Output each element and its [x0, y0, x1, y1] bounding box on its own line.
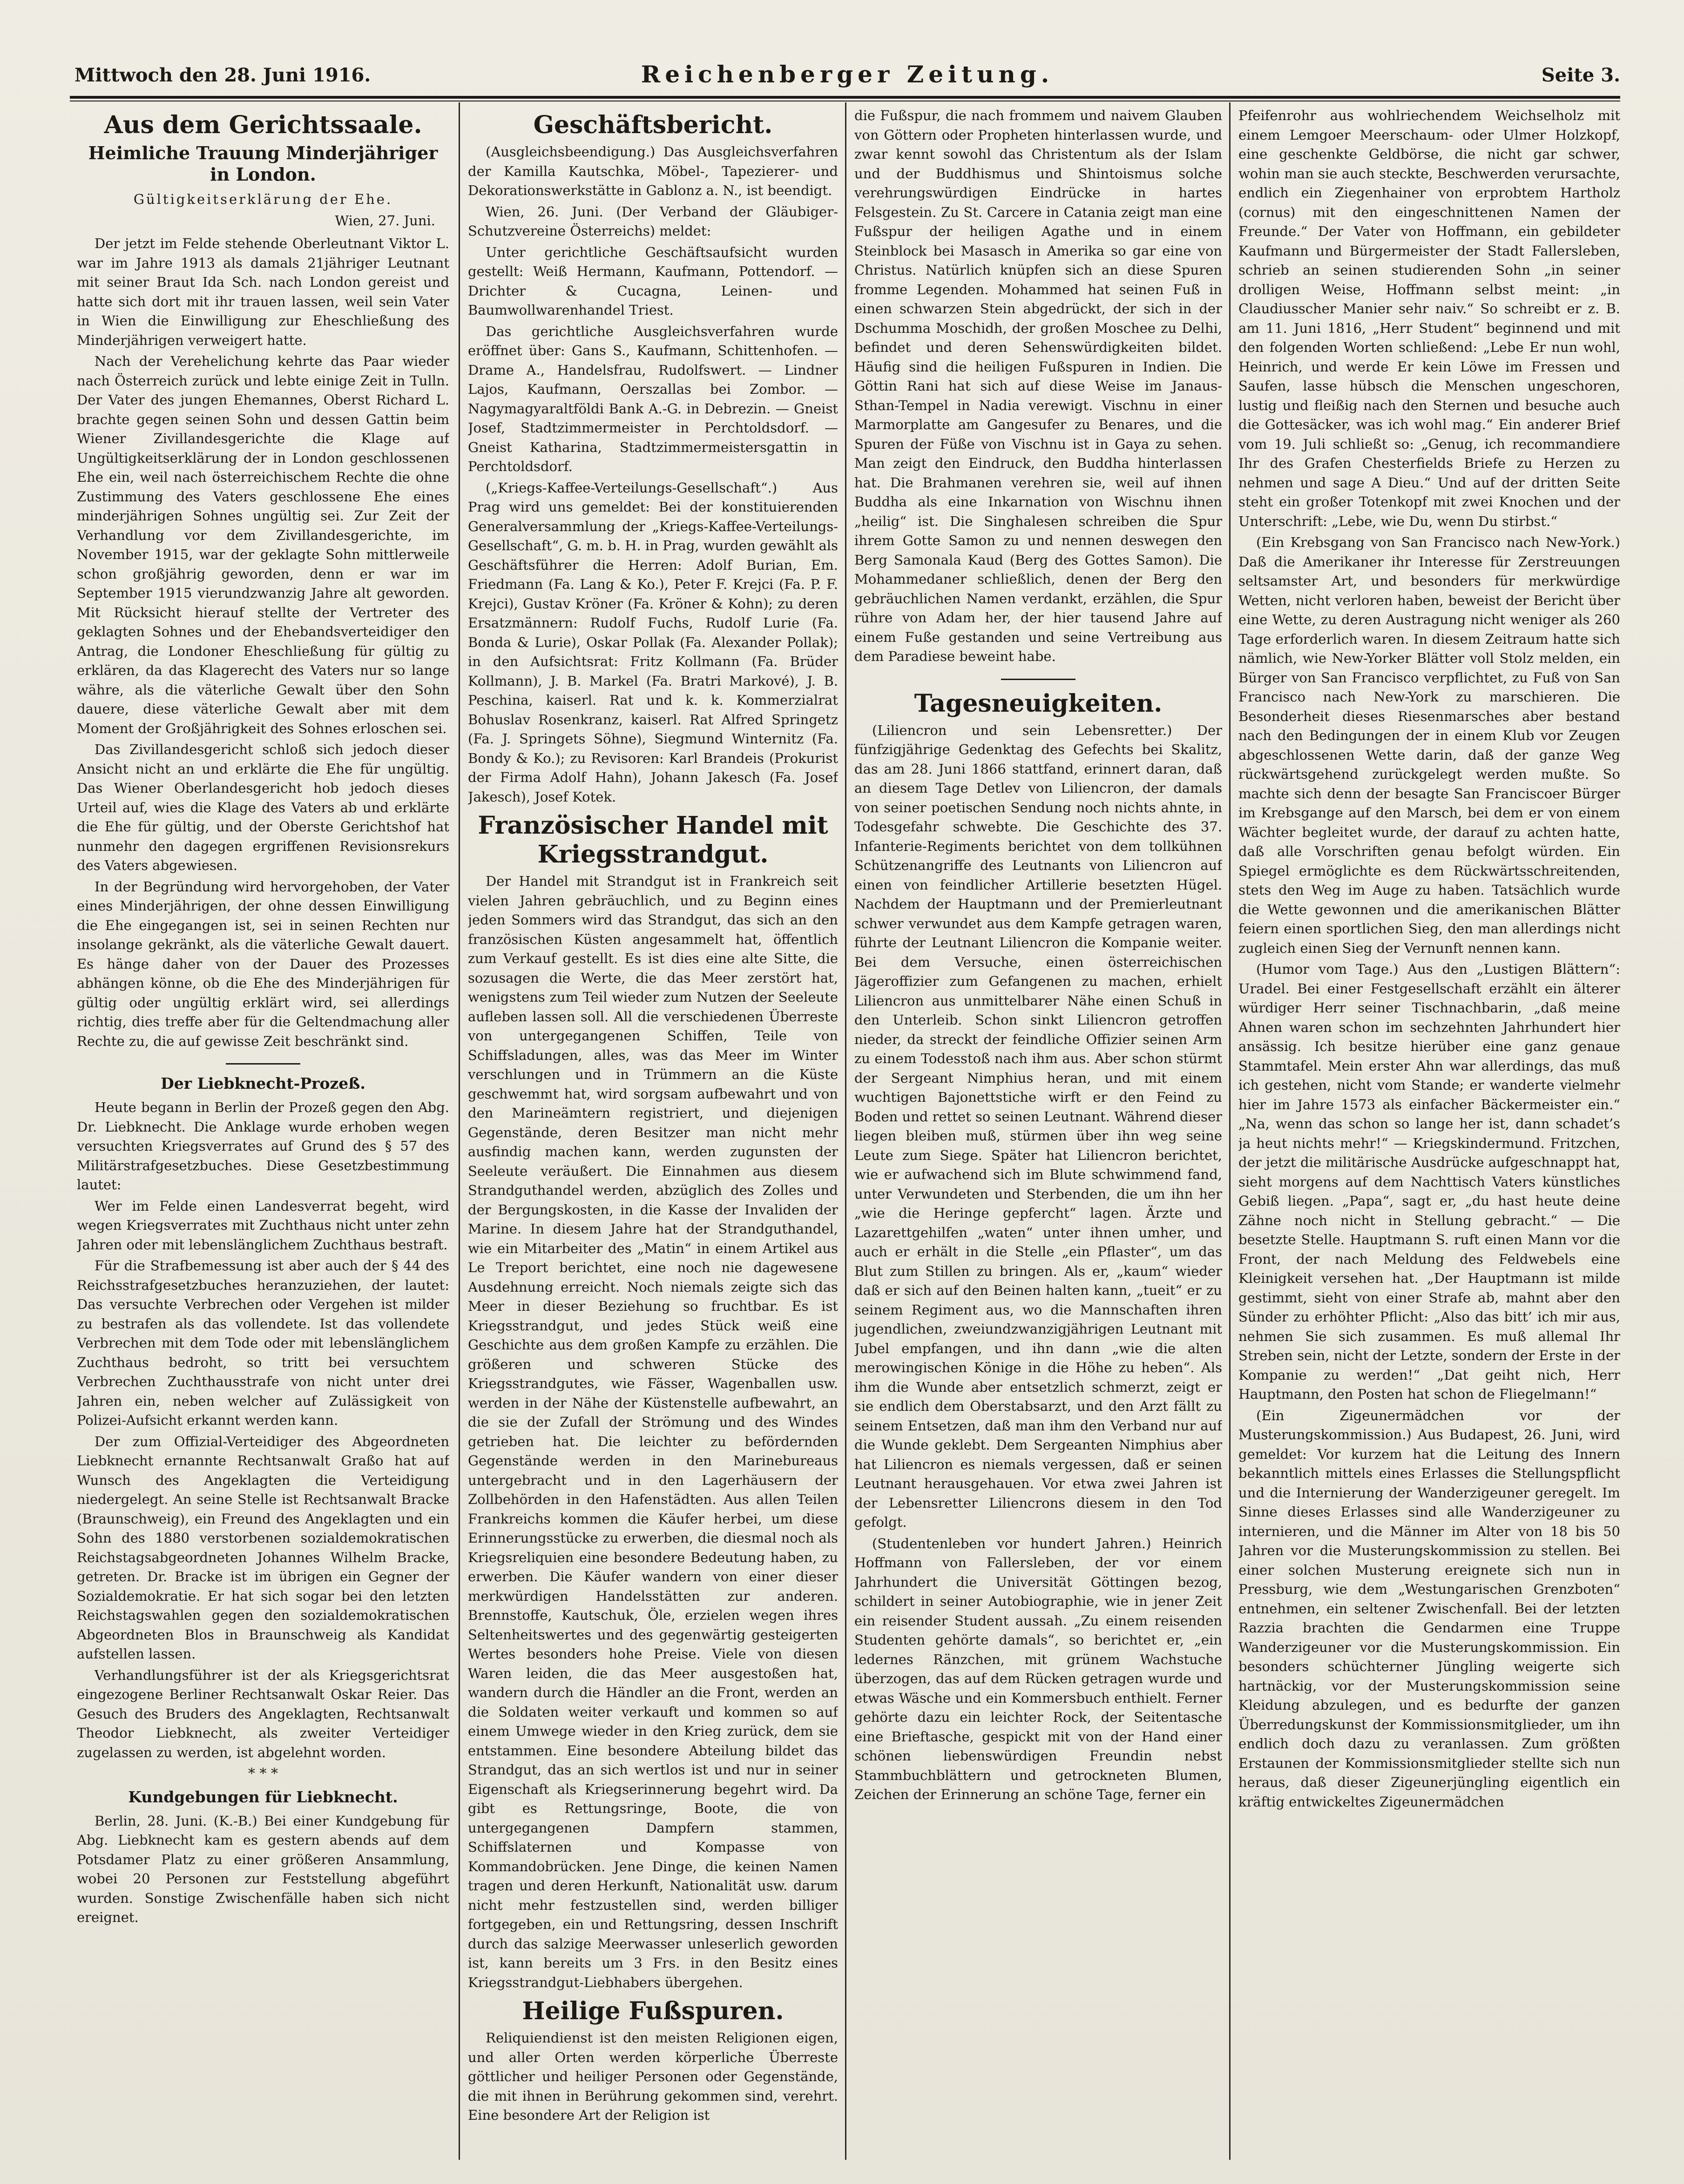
- article-paragraph: Unter gerichtliche Geschäftsaufsicht wurden gestellt: Weiß Hermann, Kaufmann, Pottendorf. — Drichter & Cucagna, Leinen- und Baumwollwarenhandel Triest.: [468, 244, 838, 318]
- article-paragraph: Heute begann in Berlin der Prozeß gegen den Abg. Dr. Liebknecht. Die Anklage wurde erhoben wegen versuchten Kriegsverrates auf Grund des § 57 des Militärstrafgesetzbuches. Diese Gesetzbestimmung lautet:: [77, 1099, 449, 1193]
- article-paragraph: Das gerichtliche Ausgleichsverfahren wurde eröffnet über: Gans S., Kaufmann, Schittenhofen. — Drame A., Handelsfrau, Rudolfswert. — Lindner Lajos, Kaufmann, Oerszallas bei Zombor. — Nagymagyaraltföldi Bank A.-G. in Debrezin. — Gneist Josef, Stadtzimmermeister in Perchtoldsdorf. — Gneist Katharina, Stadtzimmermeistersgattin in Perchtoldsdorf.: [468, 323, 838, 474]
- article-headline: Aus dem Gerichtssaale.: [104, 111, 422, 139]
- article-paragraph: (Ausgleichsbeendigung.) Das Ausgleichsverfahren der Kamilla Kautschka, Möbel-, Tapezierer- und Dekorationswerkstätte in Gablonz a. N., ist beendigt.: [468, 144, 838, 198]
- article-paragraph: (Ein Krebsgang von San Francisco nach New-York.) Daß die Amerikaner ihr Interesse für Zerstreuungen seltsamster Art, und besonders für merkwürdige Wetten, nicht verloren haben, beweist der Bericht über eine Wette, zu deren Austragung nicht weniger als 260 Tage erforderlich waren. In diesem Zeitraum hatte sich nämlich, wie New-Yorker Blätter voll Stolz melden, ein Bürger von San Francisco verpflichtet, zu Fuß von San Francisco nach New-York zu marschieren. Die Besonderheit dieses Riesenmarsches aber bestand nach den Bedingungen der in einem Klub vor Zeugen abgeschlossenen Wette darin, daß der ganze Weg rückwärtsgehend zurückgelegt werden mußte. So machte sich denn der besagte San Franciscoer Bürger im Krebsgange auf den Marsch, bei dem er von einem Wächter begleitet wurde, der darauf zu achten hatte, daß alle Vorschriften genau befolgt würden. Ein Spiegel ermöglichte es dem Rückwärtsschreitenden, stets den Weg im Auge zu haben. Tatsächlich wurde die Wette gewonnen und die amerikanischen Blätter feiern einen sportlichen Sieg, den man allerdings nicht zugleich einen Sieg der Vernunft nennen kann.: [1238, 534, 1620, 956]
- article-paragraph: Wien, 26. Juni. (Der Verband der Gläubiger-Schutzvereine Österreichs) meldet:: [468, 203, 838, 239]
- article-paragraph: Verhandlungsführer ist der als Kriegsgerichtsrat eingezogene Berliner Rechtsanwalt Oskar Reier. Das Gesuch des Bruders des Angeklagten, Rechtsanwalt Theodor Liebknecht, als zweiter Verteidiger zugelassen zu werden, ist abgelehnt worden.: [77, 1667, 449, 1760]
- article-paragraph: (Ein Zigeunermädchen vor der Musterungskommission.) Aus Budapest, 26. Juni, wird gemeldet: Vor kurzem hat die Leitung des Innern bekanntlich mittels eines Erlasses die Stellungspflicht und die Internierung der Wanderzigeuner geregelt. Im Sinne dieses Erlasses sind alle Wanderzigeuner zu internieren, und die Männer im Alter von 18 bis 50 Jahren vor die Musterungskommission zu stellen. Bei einer solchen Musterung ereignete sich nun in Pressburg, wie dem „Westungarischen Grenzboten“ entnehmen, ein seltener Zwischenfall. Bei der letzten Razzia brachten die Gendarmen eine Truppe Wanderzigeuner vor die Musterungskommission. Ein besonders schüchterner Jüngling weigerte sich hartnäckig, vor der Musterungskommission seine Kleidung abzulegen, und es bedurfte der ganzen Überredungskunst der Kommissionsmitglieder, um ihn endlich doch dazu zu veranlassen. Zum größten Erstaunen der Kommissionsmitglieder stellte sich nun heraus, daß dieser Zigeunerjüngling eigentlich ein kräftig entwickeltes Zigeunermädchen: [1238, 1407, 1620, 1810]
- article-paragraph: („Kriegs-Kaffee-Verteilungs-Gesellschaft“.) Aus Prag wird uns gemeldet: Bei der konstituierenden Generalversammlung der „Kriegs-Kaffee-Verteilungs-Gesellschaft“, G. m. b. H. in Prag, wurden gewählt als Geschäftsführer die Herren: Adolf Burian, Em. Friedmann (Fa. Lang & Ko.), Peter F. Krejci (Fa. P. F. Krejci), Gustav Kröner (Fa. Kröner & Kohn); zu deren Ersatzmännern: Rudolf Fuchs, Rudolf Lurie (Fa. Bonda & Lurie), Oskar Pollak (Fa. Alexander Pollak); in den Aufsichtsrat: Fritz Kollmann (Fa. Brüder Kollmann), J. B. Markel (Fa. Bratri Markové), J. B. Peschina, kaiserl. Rat und k. k. Kommerzialrat Bohuslav Rosenkranz, kaiserl. Rat Alfred Springetz (Fa. J. Springets Söhne), Siegmund Winternitz (Fa. Bondy & Ko.); zu Revisoren: Karl Brandeis (Prokurist der Firma Adolf Hahn), Johann Jakesch (Fa. Josef Jakesch), Josef Kotek.: [468, 479, 838, 805]
- article-paragraph: (Humor vom Tage.) Aus den „Lustigen Blättern“: Uradel. Bei einer Festgesellschaft erzählt ein älterer würdiger Herr seiner Tischnachbarin, „daß meine Ahnen waren schon im sechzehnten Jahrhundert hier ansässig. Ich besitze hierüber eine ganz genaue Stammtafel. Mein erster Ahn war allerdings, das muß ich gestehen, nicht vom Stande; er wanderte vielmehr hier im Jahre 1573 als einfacher Bäckermeister ein.“ „Na, wenn das schon so lange her ist, dann schadet’s ja heut nichts mehr!“ — Kriegskindermund. Fritzchen, der jetzt die militärische Ausdrücke aufgeschnappt hat, sieht morgens auf dem Nachttisch Vaters künstliches Gebiß liegen. „Papa“, sagt er, „du hast heute deine Zähne noch nicht in Stellung gebracht.“ — Die besetzte Stelle. Hauptmann S. ruft einen Mann vor die Front, der nach Meldung des Feldwebels eine Kleinigkeit versehen hat. „Der Hauptmann ist milde gestimmt, sieht von einer Strafe ab, mahnt aber den Sünder zu erhöhter Pflicht: „Also das bitt’ ich mir aus, nehmen Sie sich zusammen. Es muß allemal Ihr Streben sein, nicht der Letzte, sondern der Erste in der Kompanie zu werden!“ „Dat geiht nich, Herr Hauptmann, den Posten hat schon de Fliegelmann!“: [1238, 961, 1620, 1402]
- article-headline: Heilige Fußspuren.: [522, 1997, 784, 2025]
- section-headline: Tagesneuigkeiten.: [914, 689, 1163, 718]
- column-2: [468, 106, 838, 2173]
- article-headline: Kundgebungen für Liebknecht.: [128, 1787, 398, 1806]
- section-stars: * * *: [248, 1766, 278, 1782]
- article-headline: Der Liebknecht-Prozeß.: [161, 1074, 365, 1092]
- article-paragraph: Der Handel mit Strandgut ist in Frankreich seit vielen Jahren gebräuchlich, und zu Beginn eines jeden Sommers wird das Strandgut, das sich an den französischen Küsten angesammelt hat, öffentlich zum Verkauf gestellt. Es ist dies eine alte Sitte, die sozusagen die Werte, die das Meer zerstört hat, wenigstens zum Teil wieder zum Nutzen der Seeleute aufleben lassen soll. All die verschiedenen Überreste von untergegangenen Schiffen, Teile von Schiffsladungen, alles, was das Meer im Winter verschlungen und in Trümmern an die Küste geschwemmt hat, wird sorgsam aufbewahrt und von den Marineämtern registriert, und diejenigen Gegenstände, deren Besitzer man nicht mehr ausfindig machen kann, werden zugunsten der Seeleute veräußert. Die Einnahmen aus diesem Strandguthandel werden, abzüglich des Zolles und der Bergungskosten, in die Kasse der Invaliden der Marine. In diesem Jahre hat der Strandguthandel, wie ein Mitarbeiter des „Matin“ in einem Artikel aus Le Treport berichtet, eine noch nie dagewesene Ausdehnung erreicht. Noch niemals zeigte sich das Meer in dieser Beziehung so fruchtbar. Es ist Kriegsstrandgut, und jedes Stück weiß eine Geschichte aus dem großen Kampfe zu erzählen. Die größeren und schweren Stücke des Kriegsstrandgutes, wie Fässer, Wagenballen usw. werden in der Nähe der Küstenstelle aufbewahrt, an die sie der Zufall der Strömung und des Windes getrieben hat. Die leichter zu befördernden Gegenstände werden in den Marinebureaus untergebracht und in den Lagerhäusern der Zollbehörden in den Hafenstädten. Aus allen Teilen Frankreichs kommen die Käufer herbei, um diese Erinnerungsstücke zu erwerben, die diesmal noch als Kriegsreliquien eine besondere Bedeutung haben, zu erwerben. Die Käufer wandern von einer dieser merkwürdigen Handelsstätten zur anderen. Brennstoffe, Kautschuk, Öle, erzielen wegen ihres Seltenheitswertes und des gegenwärtig gesteigerten Wertes besonders hohe Preise. Viele von diesen Waren leiden, die das Meer ausgestoßen hat, wandern durch die Händler an die Front, werden an die Soldaten weiter verkauft und kommen so auf einem Umwege wieder in den Krieg zurück, dem sie entstammen. Eine besondere Abteilung bildet das Strandgut, das an sich wertlos ist und nur in seiner Eigenschaft als Kriegserinnerung begehrt wird. Da gibt es Rettungsringe, Boote, die von untergegangenen Dampfern stammen, Schiffslaternen und Kompasse von Kommandobrücken. Jene Dinge, die keinen Namen tragen und deren Herkunft, Nationalität usw. darum nicht mehr festzustellen sind, werden billiger fortgegeben, ein und Rettungsring, dessen Inschrift durch das salzige Meerwasser unleserlich geworden ist, kann bereits um 3 Frs. in den Besitz eines Kriegsstrandgut-Liebhabers übergehen.: [468, 873, 838, 1990]
- column-4: [1238, 106, 1620, 2173]
- article-paragraph: Wer im Felde einen Landesverrat begeht, wird wegen Kriegsverrates mit Zuchthaus nicht unter zehn Jahren oder mit lebenslänglichem Zuchthaus bestraft.: [77, 1198, 449, 1253]
- column-3: [854, 106, 1222, 2173]
- newspaper-title: Reichenberger Zeitung.: [641, 61, 1054, 88]
- article-paragraph: Berlin, 28. Juni. (K.-B.) Bei einer Kundgebung für Abg. Liebknecht kam es gestern abends auf dem Potsdamer Platz zu einer größeren Ansammlung, wobei 20 Personen zur Feststellung abgeführt wurden. Sonstige Zwischenfälle haben sich nicht ereignet.: [77, 1813, 449, 1925]
- article-paragraph: Reliquiendienst ist den meisten Religionen eigen, und aller Orten werden körperliche Überreste göttlicher und heiliger Personen oder Gegenstände, die mit ihnen in Berührung gekommen sind, verehrt. Eine besondere Art der Religion ist: [468, 2030, 838, 2123]
- article-paragraph: Pfeifenrohr aus wohlriechendem Weichselholz mit einem Lemgoer Meerschaum- oder Ulmer Holzkopf, eine geschenkte Geldbörse, die nicht gar schwer, wohin man sie auch steckte, Beschwerden verursachte, endlich ein Ziegenhainer von erprobtem Hartholz (cornus) mit den eingeschnittenen Namen der Freunde.“ Der Vater von Hoffmann, ein gebildeter Kaufmann und Bürgermeister der Stadt Fallersleben, schrieb an seinen studierenden Sohn „in seiner drolligen Weise, Hoffmann selbst meint: „in Claudiusscher Manier sehr naiv.“ So schreibt er z. B. am 11. Juni 1816, „Herr Student“ beginnend und mit den folgenden Worten schließend: „Lebe Er nun wohl, Heinrich, und werde Er kein Löwe im Fressen und Saufen, lasse hübsch die Menschen ungeschoren, lustig und fleißig nach den Sternen und besuche auch die Gottesäcker, was ich wohl mag.“ Ein anderer Brief vom 19. Juli schließt so: „Genug, ich recommandiere Ihr des Grafen Chesterfields Briefe zu Herzen zu nehmen und sage A Dieu.“ Und auf der dritten Seite steht ein großer Totenkopf mit zwei Knochen und der Unterschrift: „Lebe, wie Du, wenn Du stirbst.“: [1238, 108, 1620, 529]
- page-number: Seite 3.: [1541, 64, 1620, 86]
- issue-date: Mittwoch den 28. Juni 1916.: [74, 64, 371, 86]
- article-paragraph: Der zum Offizial-Verteidiger des Abgeordneten Liebknecht ernannte Rechtsanwalt Graßo hat auf Wunsch des Angeklagten die Verteidigung niedergelegt. An seine Stelle ist Rechtsanwalt Bracke (Braunschweig), ein Freund des Angeklagten und ein Sohn des 1880 verstorbenen sozialdemokratischen Reichstagsabgeordneten Johannes Wilhelm Bracke, getreten. Dr. Bracke ist im übrigen ein Gegner der Sozialdemokratie. Er hat sich sogar bei den letzten Reichstagswahlen gegen den sozialdemokratischen Abgeordneten Blos in Braunschweig als Kandidat aufstellen lassen.: [77, 1433, 449, 1662]
- article-paragraph: Nach der Verehelichung kehrte das Paar wieder nach Österreich zurück und lebte einige Zeit in Tulln. Der Vater des jungen Ehemannes, Oberst Richard L. brachte gegen seinen Sohn und dessen Gattin beim Wiener Zivillandesgerichte die Klage auf Ungültigkeitserklärung der in London geschlossenen Ehe ein, weil nach österreichischem Rechte die ohne Zustimmung des Vaters geschlossene Ehe eines minderjährigen Sohnes ungültig sei. Zur Zeit der Verhandlung vor dem Zivillandesgerichte, im November 1915, war der geklagte Sohn mittlerweile schon großjährig geworden, denn er war im September 1915 vierundzwanzig Jahre alt geworden. Mit Rücksicht hierauf stellte der Vertreter des geklagten Sohnes und der Ehebandsverteidiger den Antrag, die Londoner Eheschließung für gültig zu erklären, da das Klagerecht des Vaters nur so lange währe, als die väterliche Gewalt über den Sohn dauere, diese väterliche Gewalt aber mit dem Moment der Großjährigkeit des Sohnes erloschen sei.: [77, 353, 449, 736]
- article-paragraph: In der Begründung wird hervorgehoben, der Vater eines Minderjährigen, der ohne dessen Einwilligung die Ehe eingegangen ist, sei in seinen Rechten nur insolange gekränkt, als die väterliche Gewalt dauert. Es hänge daher von der Dauer des Prozesses abhängen könne, ob die Ehe des Minderjährigen für gültig oder ungültig erklärt wird, sei allerdings richtig, dies treffe aber für die Geltendmachung aller Rechte zu, die auf gewisse Zeit beschränkt sind.: [77, 878, 449, 1049]
- section-rule: [1001, 679, 1075, 680]
- article-paragraph: Der jetzt im Felde stehende Oberleutnant Viktor L. war im Jahre 1913 als damals 21jähriger Leutnant mit seiner Braut Ida Sch. nach London gereist und hatte sich dort mit ihr trauen lassen, weil sein Vater in Wien die Einwilligung zur Eheschließung des Minderjährigen verweigert hatte.: [77, 236, 449, 348]
- article-paragraph: (Studentenleben vor hundert Jahren.) Heinrich Hoffmann von Fallersleben, der vor einem Jahrhundert die Universität Göttingen bezog, schildert in seiner Autobiographie, wie in jener Zeit ein reisender Student aussah. „Zu einem reisenden Studenten gehörte damals“, so berichtet er, „ein ledernes Ränzchen, mit grünem Wachstuche überzogen, das auf dem Rücken getragen wurde und etwas Wäsche und ein Kommersbuch enthielt. Ferner gehörte dazu ein leichter Rock, der Seitentasche eine Brieftasche, gespickt mit von der Hand einer schönen liebenswürdigen Freundin nebst Stammbuchblättern und getrockneten Blumen, Zeichen der Erinnerung an schöne Tage, ferner ein: [854, 1535, 1222, 1802]
- article-subheadline: Heimliche Trauung Minderjähriger in London.: [88, 142, 438, 185]
- article-headline: Französischer Handel mit Kriegsstrandgut.: [478, 811, 828, 869]
- masthead-rule: [70, 96, 1620, 99]
- column-divider: [845, 102, 846, 2160]
- section-rule: [226, 1063, 300, 1065]
- column-divider: [1229, 102, 1231, 2160]
- article-paragraph: die Fußspur, die nach frommem und naivem Glauben von Göttern oder Propheten hinterlassen wurde, und zwar kennt sowohl das Christentum als der Islam und der Buddhismus und Shintoismus solche verehrungswürdigen Eindrücke in hartes Felsgestein. Zu St. Carcere in Catania zeigt man eine Fußspur der heiligen Agathe und in einem Steinblock bei Masasch in Amerika so gar eine von Christus. Natürlich knüpfen sich an diese Spuren fromme Legenden. Mohammed hat seinen Fuß in einen schwarzen Stein abgedrückt, der sich in der Dschumma Moschidh, der großen Moschee zu Delhi, befindet und deren Sehenswürdigkeiten bildet. Häufig sind die heiligen Fußspuren in Indien. Die Göttin Rani hat sich auf diese Weise im Janaus-Sthan-Tempel in Nadia verewigt. Vischnu in einer Marmorplatte am Gangesufer zu Benares, und die Spuren der Füße von Vischnu ist in Gaya zu sehen. Man zeigt den Eindruck, den Buddha hinterlassen hat. Die Brahmanen verehren sie, weil auf ihnen Buddha als eine Inkarnation von Wischnu ihnen „heilig“ ist. Die Singhalesen schreiben die Spur ihrem Gotte Samon zu und nennen deswegen den Berg Samonala Kaud (Berg des Gottes Samon). Die Mohammedaner schließlich, denen der Berg den gebräuchlichen Namen verdankt, erzählen, die Spur rühre von Adam her, der hier tausend Jahre auf einem Fuße gestanden und seine Vertreibung aus dem Paradiese beweint habe.: [854, 108, 1222, 664]
- article-dateline: Wien, 27. Juni.: [335, 212, 435, 229]
- article-kicker: Gültigkeitserklärung der Ehe.: [133, 191, 393, 207]
- masthead: [74, 56, 1620, 93]
- article-paragraph: Für die Strafbemessung ist aber auch der § 44 des Reichsstrafgesetzbuches heranzuziehen, der lautet: Das versuchte Verbrechen oder Vergehen ist milder zu bestrafen als das vollendete. Ist das vollendete Verbrechen mit dem Tode oder mit lebenslänglichem Zuchthaus bedroht, so tritt bei versuchtem Verbrechen Zuchthausstrafe von nicht unter drei Jahren ein, neben welcher auf Zulässigkeit von Polizei-Aufsicht erkannt werden kann.: [77, 1258, 449, 1428]
- column-divider: [459, 102, 460, 2160]
- article-paragraph: (Liliencron und sein Lebensretter.) Der fünfzigjährige Gedenktag des Gefechts bei Skalitz, das am 28. Juni 1866 stattfand, erinnert daran, daß an diesem Tage Detlev von Liliencron, der damals von seiner poetischen Sendung noch nichts ahnte, in Todesgefahr schwebte. Die Geschichte des 37. Infanterie-Regiments berichtet von dem tollkühnen Schützenangriffe des Leutnants von Liliencron auf einen von feindlicher Artillerie besetzten Hügel. Nachdem der Hauptmann und der Premierleutnant schwer verwundet aus dem Kampfe getragen waren, führte der Leutnant Liliencron die Kompanie weiter. Bei dem Versuche, einen österreichischen Jägeroffizier zum Gefangenen zu machen, erhielt Liliencron aus unmittelbarer Nähe einen Schuß in den Unterleib. Schon sinkt Liliencron getroffen nieder, da streckt der feindliche Offizier seinen Arm zu einem Todesstoß nach ihm aus. Aber schon stürmt der Sergeant Nimphius heran, und mit einem wuchtigen Bajonettstiche wirft er den Feind zu Boden und rettet so seinen Leutnant. Während dieser liegen bleiben muß, stürmen über ihn weg seine Leute zum Siege. Später hat Liliencron berichtet, wie er aufwachend sich im Blute schwimmend fand, unter Verwundeten und Sterbenden, die um ihn her „wie die Heringe gepfercht“ lagen. Ärzte und Lazarettgehilfen „waten“ unter ihnen umher, und auch er erhält in die Stelle „ein Pflaster“, um das Blut zum Stillen zu bringen. Als er, „kaum“ wieder daß er sich auf den Beinen halten kann, „tueit“ er zu seinem Regiment aus, wo die Mannschaften ihren jugendlichen, zweiundzwanzigjährigen Leutnant mit Jubel empfangen, und ihn dann „wie die alten merowingischen Könige in die Höhe zu heben“. Als ihm die Wunde aber entsetzlich schmerzt, zeigt er sie endlich dem Oberstabsarzt, und den Arzt fällt zu seinem Entsetzen, daß man ihm den Verband nur auf die Wunde geklebt. Dem Sergeanten Nimphius aber hat Liliencron es niemals vergessen, daß er seinen Leutnant herausgehauen. Vor etwa zwei Jahren ist der Lebensretter Liliencrons diesem in den Tod gefolgt.: [854, 722, 1222, 1530]
- article-paragraph: Das Zivillandesgericht schloß sich jedoch dieser Ansicht nicht an und erklärte die Ehe für ungültig. Das Wiener Oberlandesgericht hob jedoch dieses Urteil auf, wies die Klage des Vaters ab und erklärte die Ehe für gültig, und der Oberste Gerichtshof hat nunmehr den dagegen ergriffenen Revisionsrekurs des Vaters abgewiesen.: [77, 741, 449, 873]
- column-1: [77, 106, 449, 2173]
- article-headline: Geschäftsbericht.: [533, 111, 773, 139]
